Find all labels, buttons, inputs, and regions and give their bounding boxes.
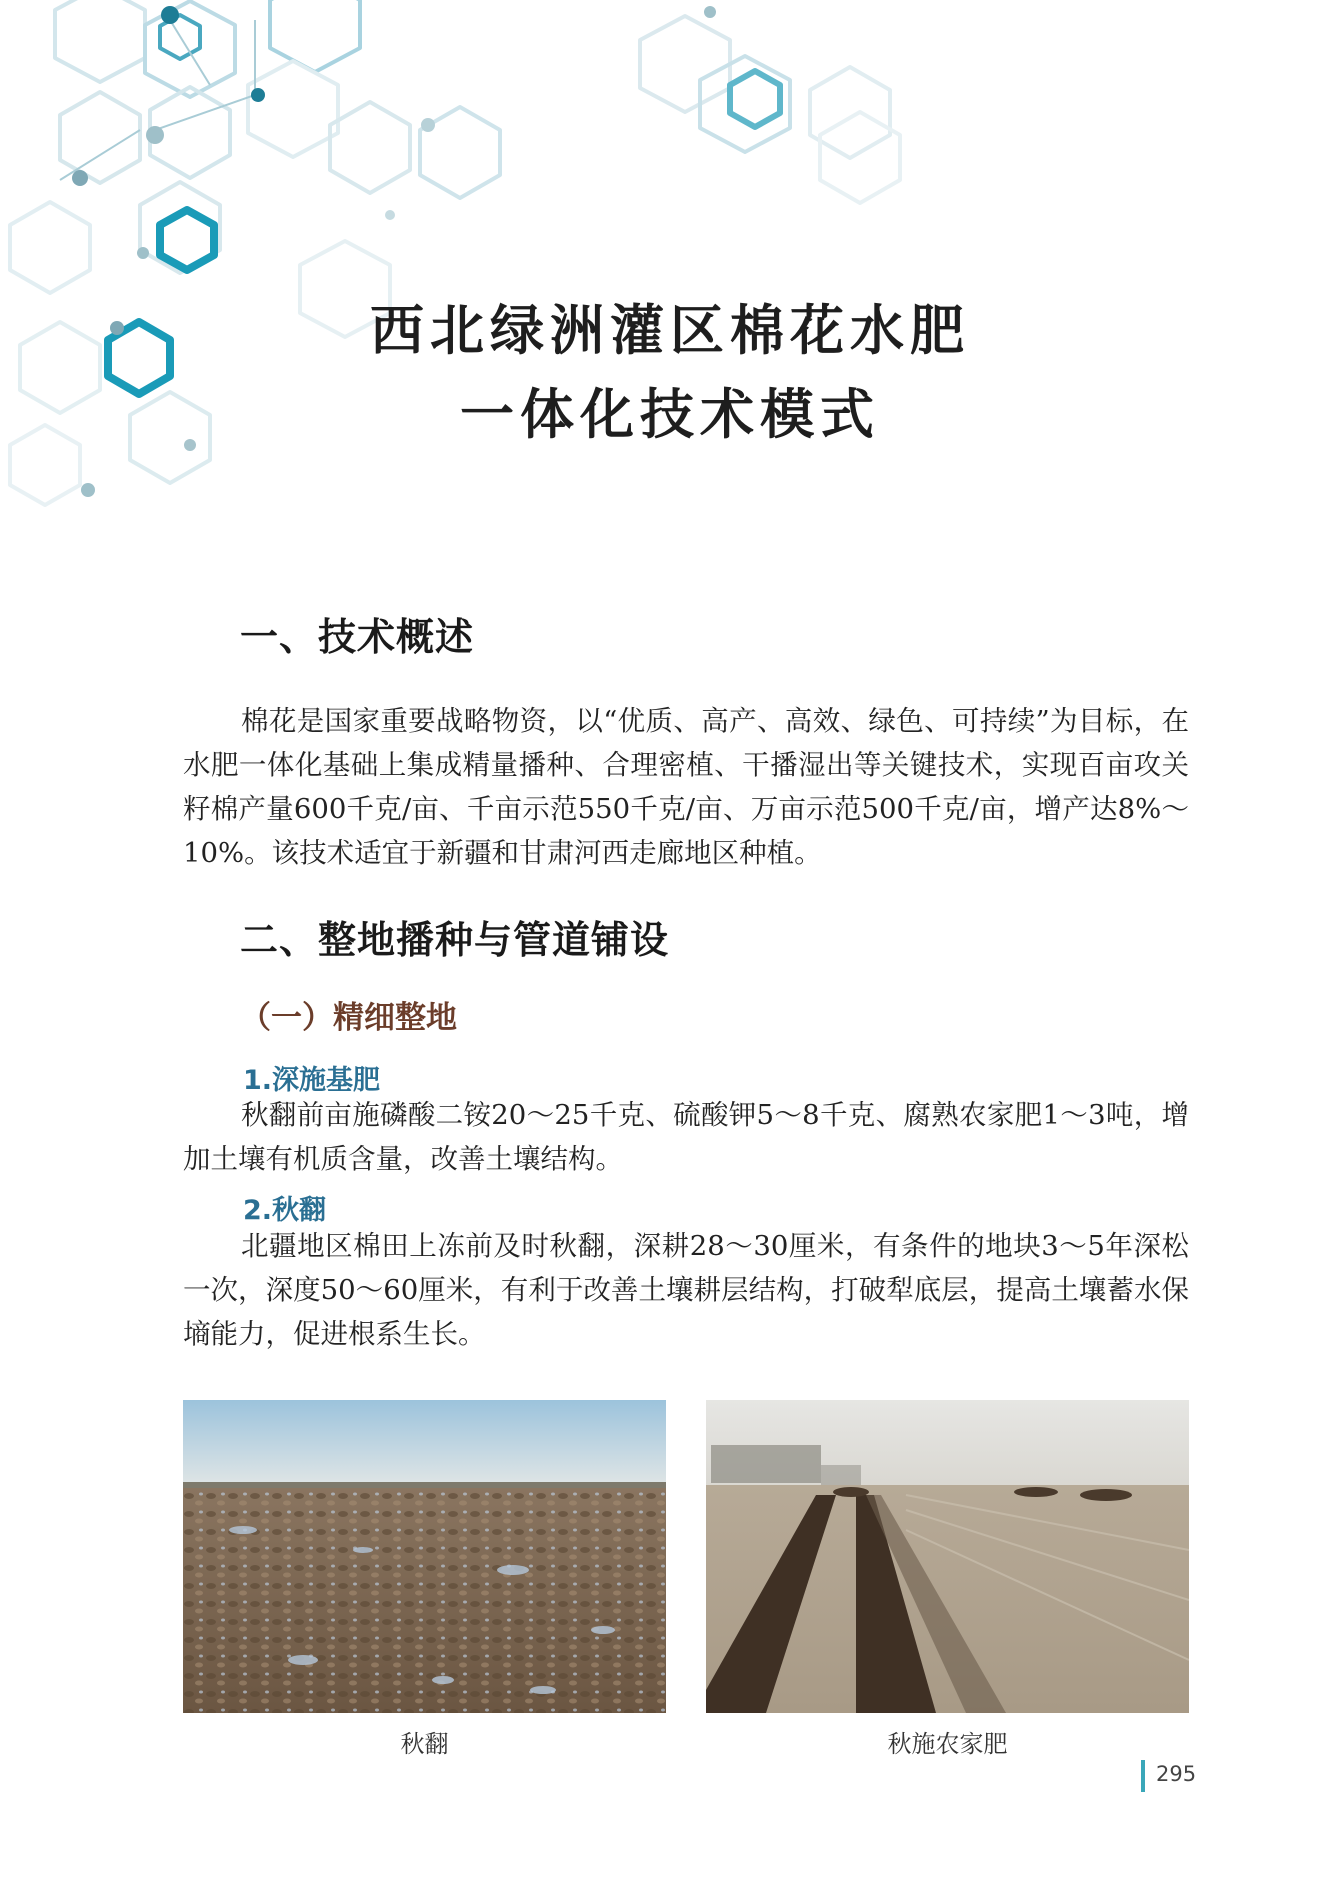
item-title-base-fertilizer: 1.深施基肥 bbox=[243, 1065, 381, 1096]
overview-paragraph: 棉花是国家重要战略物资，以“优质、高产、高效、绿色、可持续”为目标，在水肥一体化基础上集成精量播种、合理密植、干播湿出等关键技术，实现百亩攻关籽棉产量600千克/亩、千亩示范550千克/亩、万亩示范500千克/亩，增产达8%～10%。该技术适宜于新疆和甘肃河西走廊地区种植。 bbox=[183, 705, 1189, 869]
photo-caption-autumn-manure: 秋施农家肥 bbox=[887, 1730, 1008, 1758]
page-number-accent-bar bbox=[1141, 1760, 1145, 1792]
photo-caption-autumn-plowing: 秋翻 bbox=[400, 1730, 449, 1758]
item-text-autumn-plowing: 北疆地区棉田上冻前及时秋翻，深耕28～30厘米，有条件的地块3～5年深松一次，深度50～60厘米，有利于改善土壤耕层结构，打破犁底层，提高土壤蓄水保墒能力，促进根系生长。 bbox=[183, 1230, 1189, 1350]
item-text-base-fertilizer: 秋翻前亩施磷酸二铵20～25千克、硫酸钾5～8千克、腐熟农家肥1～3吨，增加土壤有机质含量，改善土壤结构。 bbox=[183, 1099, 1189, 1175]
section-heading-overview: 一、技术概述 bbox=[240, 615, 475, 659]
section-heading-land-prep: 二、整地播种与管道铺设 bbox=[240, 918, 670, 962]
item-title-autumn-plowing: 2.秋翻 bbox=[243, 1195, 327, 1226]
document-title-line-1: 西北绿洲灌区棉花水肥 bbox=[370, 298, 970, 362]
photo-autumn-plowing bbox=[183, 1400, 666, 1713]
subsection-heading-fine-tillage: （一）精细整地 bbox=[240, 1000, 457, 1036]
document-title-line-2: 一体化技术模式 bbox=[460, 382, 880, 446]
page-number: 295 bbox=[1156, 1762, 1197, 1786]
photo-autumn-manure bbox=[706, 1400, 1189, 1713]
